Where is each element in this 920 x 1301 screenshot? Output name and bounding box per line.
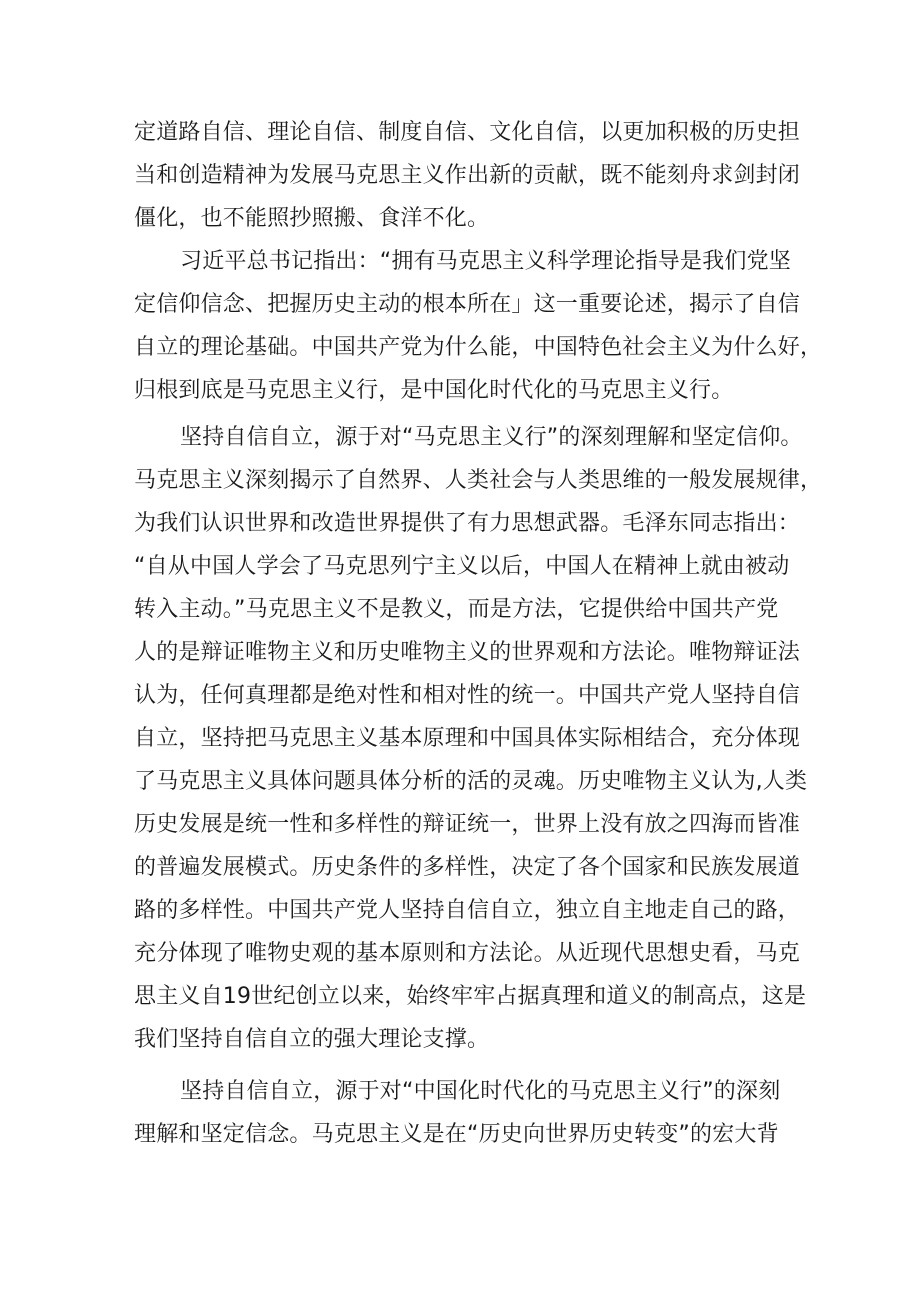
- text-line: 认为，任何真理都是绝对性和相对性的统一。中国共产党人坚持自信: [134, 683, 801, 708]
- text-line: 定道路自信、理论自信、制度自信、文化自信，以更加积极的历史担: [134, 120, 801, 145]
- text-line: 人的是辩证唯物主义和历史唯物主义的世界观和方法论。唯物辩证法: [134, 640, 801, 665]
- text-line: 为我们认识世界和改造世界提供了有力思想武器。毛泽东同志指出：: [134, 511, 801, 536]
- text-line: 自立的理论基础。中国共产党为什么能，中国特色社会主义为什么好，: [134, 335, 823, 360]
- text-line: 思主义自19世纪创立以来，始终牢牢占据真理和道义的制高点，这是: [134, 984, 807, 1009]
- text-line: 定信仰信念、把握历史主动的根本所在」这一重要论述，揭示了自信: [134, 292, 801, 317]
- text-line: 坚持自信自立，源于对“马克思主义行”的深刻理解和坚定信仰。: [180, 425, 803, 450]
- text-line: 历史发展是统一性和多样性的辩证统一，世界上没有放之四海而皆准: [134, 812, 801, 837]
- text-line: 坚持自信自立，源于对“中国化时代化的马克思主义行”的深刻: [180, 1079, 781, 1104]
- text-line: 理解和坚定信念。马克思主义是在“历史向世界历史转变”的宏大背: [134, 1122, 779, 1147]
- text-line: 路的多样性。中国共产党人坚持自信自立，独立自主地走自己的路，: [134, 898, 801, 923]
- text-line: 习近平总书记指出：“拥有马克思主义科学理论指导是我们党坚: [180, 249, 791, 274]
- text-line: 马克思主义深刻揭示了自然界、人类社会与人类思维的一般发展规律，: [134, 468, 823, 493]
- text-line: 了马克思主义具体问题具体分析的活的灵魂。历史唯物主义认为,人类: [134, 769, 808, 794]
- text-line: 我们坚持自信自立的强大理论支撑。: [134, 1027, 490, 1052]
- paragraph-1: [134, 111, 801, 240]
- text-line: 充分体现了唯物史观的基本原则和方法论。从近现代思想史看，马克: [134, 941, 801, 966]
- text-line: 归根到底是马克思主义行，是中国化时代化的马克思主义行。: [134, 378, 734, 403]
- text-line: 僵化，也不能照抄照搬、食洋不化。: [134, 206, 490, 231]
- text-line: 转入主动。”马克思主义不是教义，而是方法，它提供给中国共产党: [134, 597, 779, 622]
- paragraph-3: [134, 416, 823, 1061]
- paragraph-2: [134, 240, 823, 412]
- text-line: 自立，坚持把马克思主义基本原理和中国具体实际相结合，充分体现: [134, 726, 801, 751]
- text-line: 的普遍发展模式。历史条件的多样性，决定了各个国家和民族发展道: [134, 855, 801, 880]
- text-line: 当和创造精神为发展马克思主义作出新的贡献，既不能刻舟求剑封闭: [134, 163, 801, 188]
- paragraph-4: [134, 1070, 794, 1156]
- text-line: “自从中国人学会了马克思列宁主义以后，中国人在精神上就由被动: [134, 554, 790, 579]
